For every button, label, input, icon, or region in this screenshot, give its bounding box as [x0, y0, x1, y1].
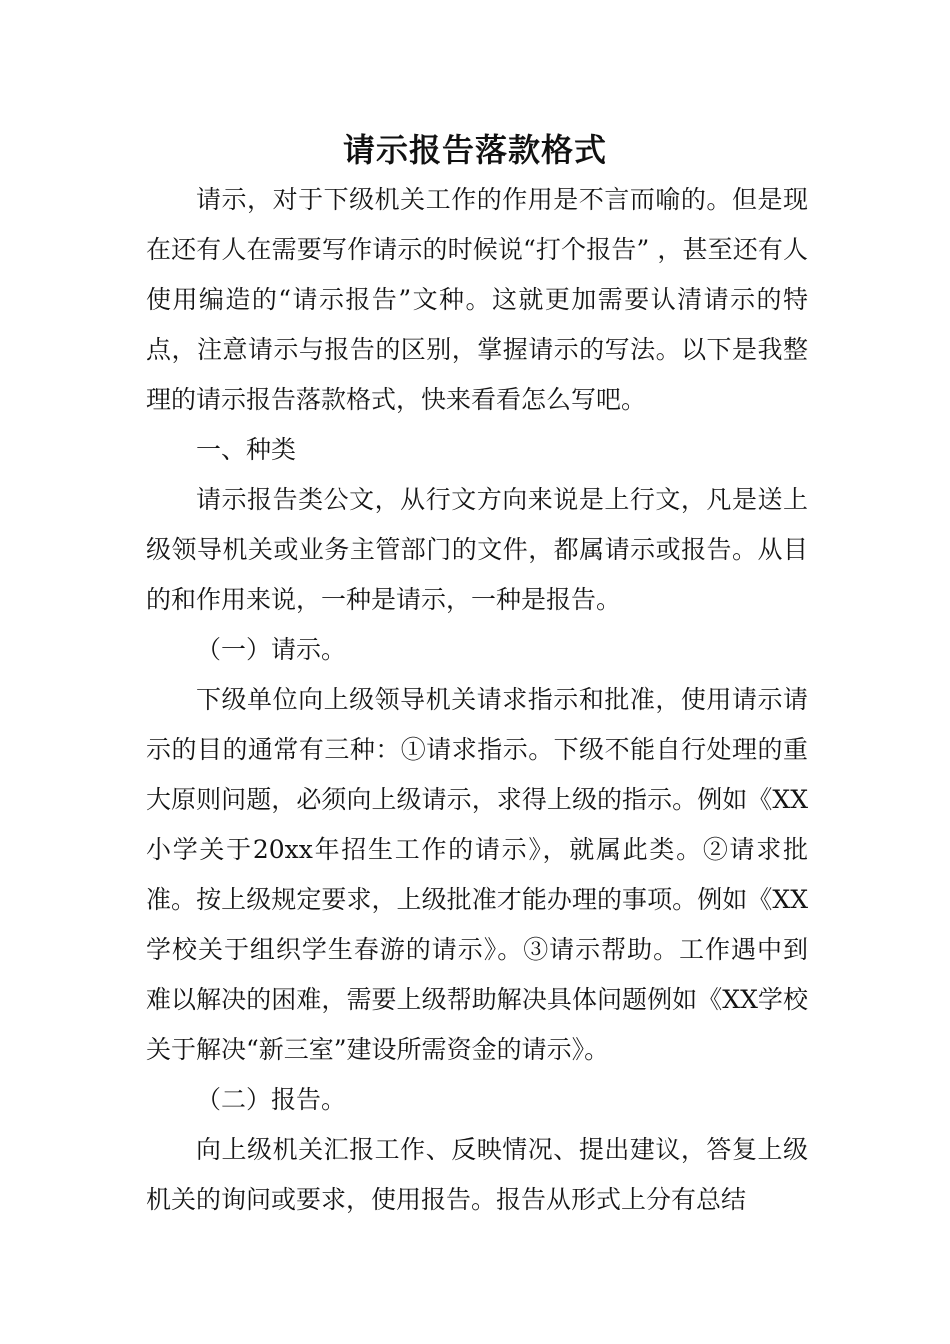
paragraph-types: 请示报告类公文，从行文方向来说是上行文，凡是送上级领导机关或业务主管部门的文件，都属请示或报告。从目的和作用来说，一种是请示，一种是报告。 — [146, 485, 808, 614]
paragraph-intro: 请示，对于下级机关工作的作用是不言而喻的。但是现在还有人在需要写作请示的时候说“打个报告” ，甚至还有人使用编造的“请示报告”文种。这就更加需要认清请示的特点，注意请示与报告的区别，掌握请示的写法。以下是我整理的请示报告落款格式，快来看看怎么写吧。 — [146, 185, 808, 414]
paragraph-report: 向上级机关汇报工作、反映情况、提出建议，答复上级机关的询问或要求，使用报告。报告从形式上分有总结 — [146, 1135, 808, 1214]
page-title: 请示报告落款格式 — [342, 131, 607, 169]
section-heading-types: 一、种类 — [196, 435, 297, 464]
subheading-report: （二）报告。 — [196, 1085, 347, 1114]
subheading-request: （一）请示。 — [196, 635, 347, 664]
paragraph-request: 下级单位向上级领导机关请求指示和批准，使用请示请示的目的通常有三种：①请求指示。下级不能自行处理的重大原则问题，必须向上级请示，求得上级的指示。例如《XX小学关于20xx年招生工作的请示》，就属此类。②请求批准。按上级规定要求，上级批准才能办理的事项。例如《XX学校关于组织学生春游的请示》。③请示帮助。工作遇中到难以解决的困难，需要上级帮助解决具体问题例如《XX学校关于解决“新三室”建设所需资金的请示》。 — [146, 685, 808, 1064]
document-body — [146, 175, 808, 1225]
